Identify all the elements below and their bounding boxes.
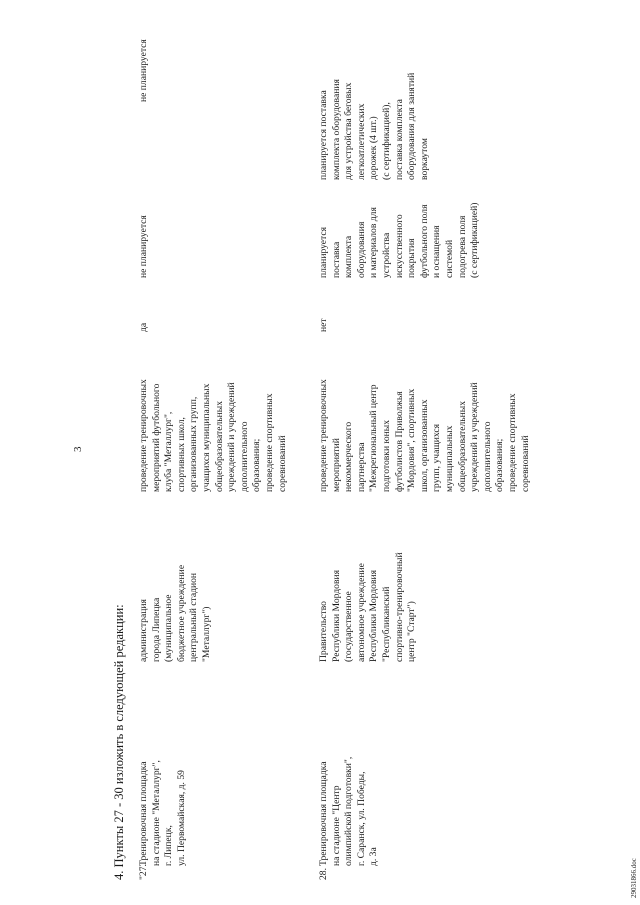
row-number: 28. (318, 868, 329, 880)
equipment-plan: не планируется (138, 39, 149, 102)
facility-name: Тренировочная площадка на стадионе "Металлург", г. Липецк, ул. Первомайская, д. 59 (138, 760, 187, 866)
field-plan: не планируется (138, 215, 149, 278)
facility-coverage: да (138, 322, 149, 332)
field-plan: планируется поставка комплекта оборудования и материалов для устройства искусственного покрытия футбольного поля и оснащения системой подогрева поля (с сертификацией) (318, 202, 481, 278)
document-code: 29031866.doc (630, 858, 638, 898)
facility-activity: проведение тренировочных мероприятий некоммерческого партнерства "Межрегиональный центр подготовки юных футболистов Приволжья "Мордовия", спортивных школ, организованных групп, учащихся муниципальных общеобразовательных учреждений и учреждений дополнительного образования; проведение спортивных соревнований (318, 379, 531, 492)
equipment-plan: планируется поставка комплекта оборудования для устройства беговых легкоатлетических дорожек (4 шт.) (с сертификацией), поставка комплекта оборудования для занятий воркаутом (318, 72, 430, 180)
facility-organization: Правительство Республики Мордовия (государственное автономное учреждение Республики Мордовия "Республиканский спортивно-тренировочный центр "Старт") (318, 552, 418, 662)
facility-coverage: нет (318, 318, 329, 332)
facility-activity: проведение тренировочных мероприятий футбольного клуба "Металлург", спортивных школ, организованных групп, учащихся муниципальных общеобразовательных учреждений и учреждений дополнительного образования; проведение спортивных соревнований (138, 379, 288, 492)
facility-organization: администрация города Липецка (муниципальное бюджетное учреждение центральный стадион "Металлург") (138, 564, 212, 662)
page-number: 3 (72, 446, 84, 452)
facility-name: Тренировочная площадка на стадионе "Центр олимпийской подготовки", г. Саранск, ул. Победы, д. 3а (318, 756, 380, 866)
document-body (40, 40, 600, 880)
section-heading: 4. Пункты 27 - 30 изложить в следующей редакции: (112, 604, 126, 880)
row-number: "27. (138, 864, 149, 880)
